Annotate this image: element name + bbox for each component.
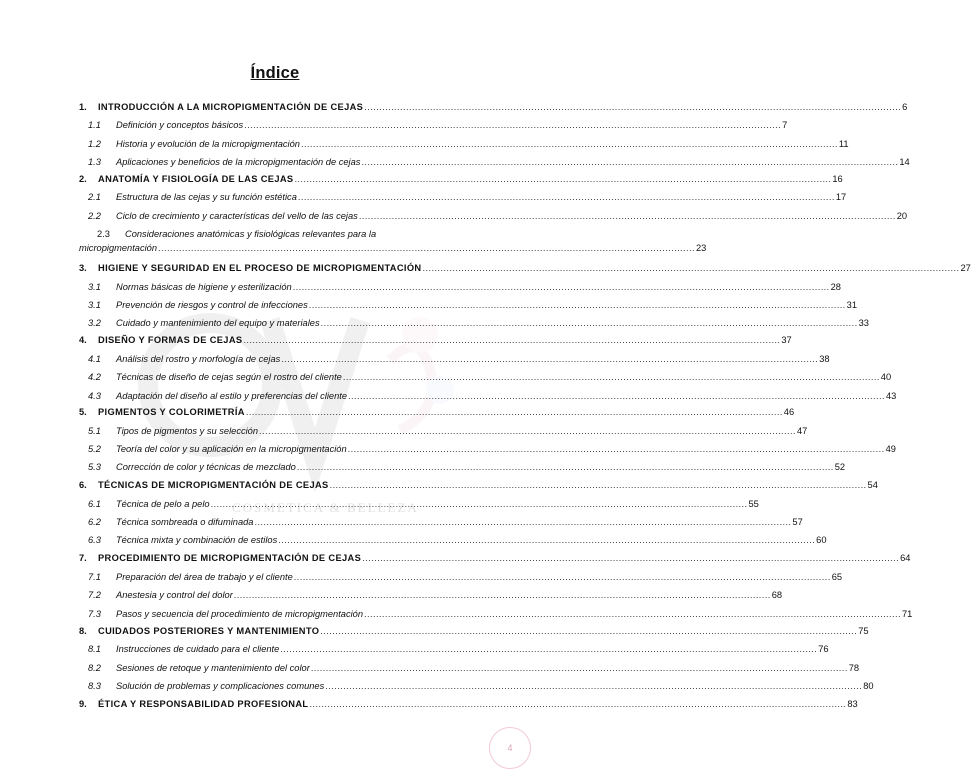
toc-line xyxy=(79,299,858,311)
toc-line xyxy=(79,425,808,437)
toc-section xyxy=(79,461,846,473)
toc-number: 3.1 xyxy=(88,300,101,310)
toc-line xyxy=(79,461,846,473)
toc-section xyxy=(79,680,874,692)
toc-number: 4.3 xyxy=(88,391,101,401)
dot-leader xyxy=(294,173,831,185)
page-title: Índice xyxy=(250,64,300,82)
toc-number: 7.3 xyxy=(88,609,101,619)
toc-page-number: 46 xyxy=(783,407,795,417)
dot-leader xyxy=(348,390,885,402)
toc-section xyxy=(79,353,830,365)
dot-leader xyxy=(320,625,857,637)
toc-title: TÉCNICAS DE MICROPIGMENTACIÓN DE CEJAS xyxy=(98,480,329,490)
dot-leader xyxy=(362,552,899,564)
toc-chapter xyxy=(79,552,911,564)
toc-section xyxy=(79,425,808,437)
toc-title: Técnica mixta y combinación de estilos xyxy=(116,535,278,545)
dot-leader xyxy=(211,498,748,510)
toc-line xyxy=(79,698,858,710)
dot-leader xyxy=(364,608,901,620)
toc-line xyxy=(79,191,847,203)
dot-leader xyxy=(293,281,830,293)
toc-title: Preparación del área de trabajo y el cliente xyxy=(116,572,293,582)
toc-section xyxy=(79,498,759,510)
toc-title: Análisis del rostro y morfología de cejas xyxy=(116,354,281,364)
dot-leader xyxy=(158,242,695,254)
dot-leader xyxy=(343,371,880,383)
toc-title: Instrucciones de cuidado para el cliente xyxy=(116,644,280,654)
dot-leader xyxy=(330,479,867,491)
toc-page-number: 31 xyxy=(846,300,858,310)
toc-number: 1.2 xyxy=(88,139,101,149)
toc-page-number: 28 xyxy=(830,282,841,292)
toc-section xyxy=(79,390,897,402)
toc-title: Consideraciones anatómicas y fisiológicas relevantes para la xyxy=(125,229,377,239)
toc-line xyxy=(79,680,874,692)
toc-number: 8.3 xyxy=(88,681,101,691)
toc-number: 6. xyxy=(79,480,87,490)
toc-number: 4.2 xyxy=(88,372,101,382)
toc-title: Técnicas de diseño de cejas según el rostro del cliente xyxy=(116,372,342,382)
toc-title: Adaptación del diseño al estilo y preferencias del cliente xyxy=(116,391,348,401)
toc-page-number: 20 xyxy=(896,211,908,221)
toc-page-number: 78 xyxy=(848,663,860,673)
dot-leader xyxy=(243,334,780,346)
toc-page-number: 43 xyxy=(885,391,897,401)
toc-page-number: 16 xyxy=(832,174,843,184)
toc-line xyxy=(79,281,841,293)
toc-title: Historia y evolución de la micropigmentación xyxy=(116,139,300,149)
toc-page-number: 60 xyxy=(816,535,827,545)
page-number: 4 xyxy=(507,743,513,753)
toc-chapter xyxy=(79,173,843,185)
toc-chapter xyxy=(79,698,858,710)
toc-title: Definición y conceptos básicos xyxy=(116,120,244,130)
toc-section xyxy=(79,643,829,655)
toc-page-number: 54 xyxy=(867,480,878,490)
toc-number: 1.1 xyxy=(88,120,101,130)
toc-number: 3. xyxy=(79,263,87,273)
toc-number: 2.2 xyxy=(88,211,101,221)
toc-line xyxy=(79,242,707,254)
toc-line xyxy=(79,371,892,383)
dot-leader xyxy=(280,643,817,655)
toc-number: 8.2 xyxy=(88,663,101,673)
toc-page-number: 83 xyxy=(847,699,858,709)
toc-line xyxy=(79,625,869,637)
toc-title: PROCEDIMIENTO DE MICROPIGMENTACIÓN DE CEJAS xyxy=(98,553,362,563)
dot-leader xyxy=(361,156,898,168)
toc-title: Sesiones de retoque y mantenimiento del color xyxy=(116,663,310,673)
toc-number: 8. xyxy=(79,626,87,636)
toc-line xyxy=(79,210,908,222)
toc-title: Tipos de pigmentos y su selección xyxy=(116,426,259,436)
toc-number: 9. xyxy=(79,699,87,709)
toc-number: 1.3 xyxy=(88,157,101,167)
toc-section xyxy=(79,589,783,601)
toc-line xyxy=(79,390,897,402)
toc-page-number: 17 xyxy=(835,192,847,202)
dot-leader xyxy=(246,406,783,418)
toc-line xyxy=(79,552,911,564)
dot-leader xyxy=(298,191,835,203)
dot-leader xyxy=(244,119,781,131)
toc-line xyxy=(79,262,971,274)
toc-page-number: 65 xyxy=(831,572,843,582)
toc-title: CUIDADOS POSTERIORES Y MANTENIMIENTO xyxy=(98,626,320,636)
toc-title: Normas básicas de higiene y esterilización xyxy=(116,282,292,292)
toc-number: 7. xyxy=(79,553,87,563)
toc-line xyxy=(79,317,869,329)
toc-section xyxy=(79,371,892,383)
page-number-badge xyxy=(489,727,531,769)
toc-page-number: 52 xyxy=(834,462,846,472)
toc-line xyxy=(79,173,843,185)
toc-line xyxy=(79,534,827,546)
toc-chapter xyxy=(79,479,878,491)
toc-page-number: 80 xyxy=(863,681,874,691)
toc-chapter xyxy=(79,262,971,274)
toc-section xyxy=(79,662,860,674)
toc-title: Técnica de pelo a pelo xyxy=(116,499,210,509)
toc-title: Prevención de riesgos y control de infecciones xyxy=(116,300,308,310)
toc-section xyxy=(79,443,896,455)
toc-title: Aplicaciones y beneficios de la micropigmentación de cejas xyxy=(116,157,361,167)
toc-number: 5.2 xyxy=(88,444,101,454)
toc-title: Técnica sombreada o difuminada xyxy=(116,517,254,527)
toc-chapter xyxy=(79,406,795,418)
toc-page-number: 68 xyxy=(771,590,783,600)
toc-title: Corrección de color y técnicas de mezclado xyxy=(116,462,296,472)
toc-page-number: 47 xyxy=(796,426,808,436)
toc-page-number: 55 xyxy=(748,499,759,509)
toc-title: Anestesia y control del dolor xyxy=(116,590,233,600)
toc-page-number: 37 xyxy=(781,335,792,345)
toc-line xyxy=(79,406,795,418)
toc-title: Estructura de las cejas y su función estética xyxy=(116,192,297,202)
toc-line xyxy=(79,228,472,240)
toc-section xyxy=(79,534,827,546)
toc-chapter xyxy=(79,101,908,113)
toc-page-number: 11 xyxy=(838,139,849,149)
toc-title: Ciclo de crecimiento y características del vello de las cejas xyxy=(116,211,358,221)
toc-number: 2.1 xyxy=(88,192,101,202)
toc-line xyxy=(79,119,788,131)
toc-number: 4.1 xyxy=(88,354,101,364)
toc-page-number: 71 xyxy=(901,609,913,619)
toc-title: Pasos y secuencia del procedimiento de micropigmentación xyxy=(116,609,364,619)
toc-title: PIGMENTOS Y COLORIMETRÍA xyxy=(98,407,245,417)
toc-section xyxy=(79,317,869,329)
toc-page-number: 23 xyxy=(695,243,707,253)
toc-section xyxy=(79,571,843,583)
dot-leader xyxy=(254,516,791,528)
dot-leader xyxy=(297,461,834,473)
toc-line xyxy=(79,608,913,620)
toc-page-number: 38 xyxy=(819,354,830,364)
toc-page-number: 33 xyxy=(858,318,869,328)
toc-section xyxy=(79,156,910,168)
dot-leader xyxy=(311,662,848,674)
toc-number: 6.2 xyxy=(88,517,101,527)
toc-line xyxy=(79,662,860,674)
dot-leader xyxy=(423,262,960,274)
dot-leader xyxy=(281,353,818,365)
toc-number: 3.1 xyxy=(88,282,101,292)
dot-leader xyxy=(359,210,896,222)
dot-leader xyxy=(309,299,846,311)
dot-leader xyxy=(309,698,846,710)
toc-title: INTRODUCCIÓN A LA MICROPIGMENTACIÓN DE CEJAS xyxy=(98,102,364,112)
toc-line xyxy=(79,516,803,528)
toc-number: 6.3 xyxy=(88,535,101,545)
toc-title: HIGIENE Y SEGURIDAD EN EL PROCESO DE MICROPIGMENTACIÓN xyxy=(98,263,422,273)
toc-number: 7.1 xyxy=(88,572,101,582)
toc-chapter xyxy=(79,625,869,637)
dot-leader xyxy=(301,138,838,150)
toc-line xyxy=(79,138,849,150)
toc-section xyxy=(79,210,908,222)
toc-section xyxy=(79,138,849,150)
toc-section xyxy=(79,516,803,528)
toc-section xyxy=(79,281,841,293)
toc-number: 4. xyxy=(79,335,87,345)
toc-page-number: 57 xyxy=(792,517,803,527)
toc-title: DISEÑO Y FORMAS DE CEJAS xyxy=(98,335,243,345)
toc-number: 1. xyxy=(79,102,87,112)
toc-section xyxy=(79,228,707,254)
toc-number: 2.3 xyxy=(97,229,110,239)
toc-title: Teoría del color y su aplicación en la micropigmentación xyxy=(116,444,347,454)
toc-number: 5.1 xyxy=(88,426,101,436)
toc-line xyxy=(79,571,843,583)
toc-number: 3.2 xyxy=(88,318,101,328)
toc-line xyxy=(79,589,783,601)
toc-page-number: 49 xyxy=(885,444,896,454)
dot-leader xyxy=(348,443,885,455)
dot-leader xyxy=(325,680,862,692)
toc-line xyxy=(79,498,759,510)
toc-page-number: 6 xyxy=(902,102,908,112)
toc-page-number: 27 xyxy=(960,263,971,273)
toc-section xyxy=(79,608,913,620)
toc-line xyxy=(79,443,896,455)
toc-number: 7.2 xyxy=(88,590,101,600)
toc-number: 6.1 xyxy=(88,499,101,509)
toc-page-number: 64 xyxy=(900,553,911,563)
dot-leader xyxy=(259,425,796,437)
toc-page-number: 76 xyxy=(818,644,829,654)
toc-title: ANATOMÍA Y FISIOLOGÍA DE LAS CEJAS xyxy=(98,174,294,184)
dot-leader xyxy=(278,534,815,546)
dot-leader xyxy=(321,317,858,329)
toc-line xyxy=(79,334,792,346)
toc-title: ÉTICA Y RESPONSABILIDAD PROFESIONAL xyxy=(98,699,309,709)
toc-page-number: 75 xyxy=(858,626,869,636)
toc-section xyxy=(79,191,847,203)
dot-leader xyxy=(294,571,831,583)
toc-line xyxy=(79,479,878,491)
toc-page-number: 7 xyxy=(782,120,788,130)
toc-chapter xyxy=(79,334,792,346)
toc-line xyxy=(79,101,908,113)
toc-page-number: 40 xyxy=(880,372,892,382)
dot-leader xyxy=(364,101,901,113)
toc-line xyxy=(79,156,910,168)
dot-leader xyxy=(234,589,771,601)
toc-page-number: 14 xyxy=(899,157,910,167)
toc-title-continued: micropigmentación xyxy=(79,243,158,253)
toc-number: 2. xyxy=(79,174,87,184)
toc-line xyxy=(79,353,830,365)
toc-section xyxy=(79,119,788,131)
toc-number: 8.1 xyxy=(88,644,101,654)
toc-title: Solución de problemas y complicaciones comunes xyxy=(116,681,325,691)
toc-number: 5.3 xyxy=(88,462,101,472)
toc-section xyxy=(79,299,858,311)
toc-title: Cuidado y mantenimiento del equipo y materiales xyxy=(116,318,320,328)
toc-number: 5. xyxy=(79,407,87,417)
toc-line xyxy=(79,643,829,655)
watermark-text: COSMETICA & BELLEZA xyxy=(232,500,419,515)
